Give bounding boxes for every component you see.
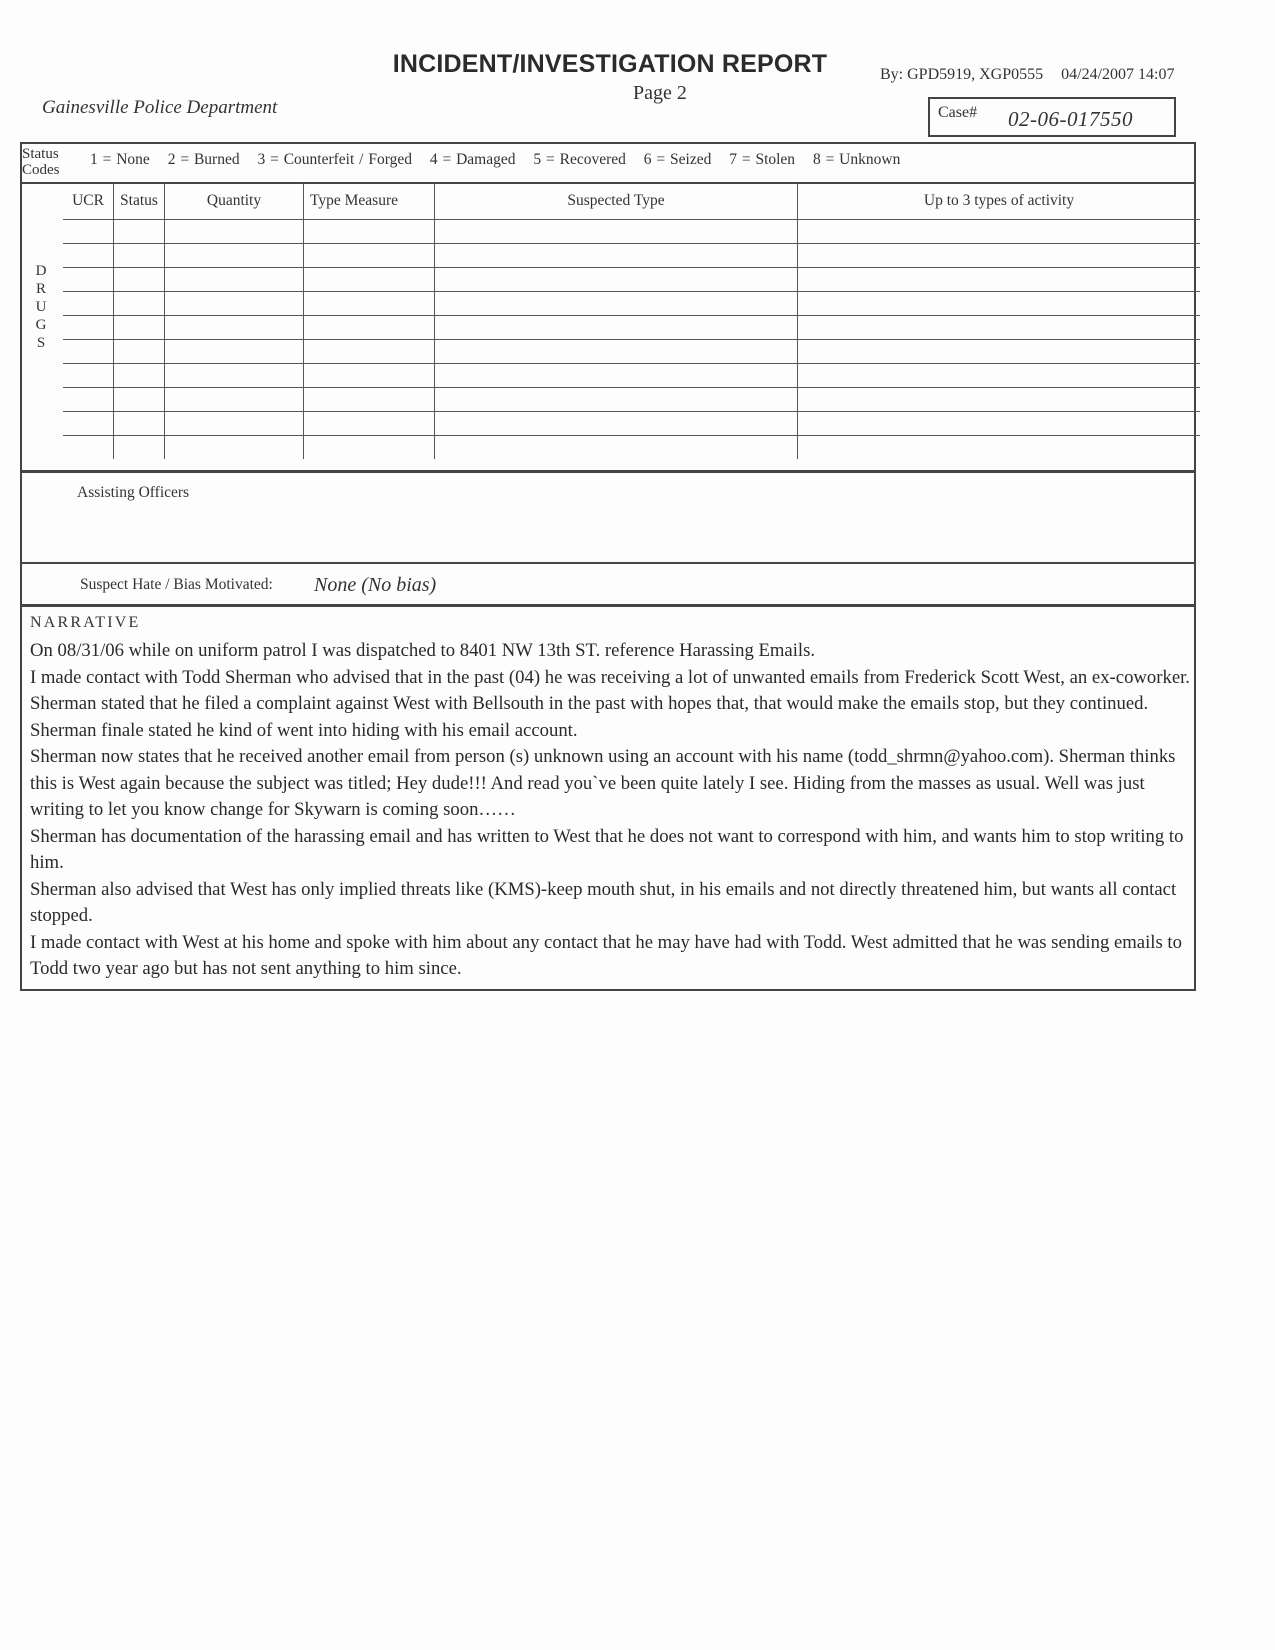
drugs-cell [63, 364, 114, 388]
col-ucr: UCR [63, 183, 114, 220]
drugs-row [63, 244, 1200, 268]
drugs-cell [304, 436, 435, 460]
drugs-cell [165, 436, 304, 460]
drugs-letter: G [35, 317, 47, 333]
col-suspected-type: Suspected Type [435, 183, 798, 220]
drugs-cell [435, 340, 798, 364]
drugs-row [63, 340, 1200, 364]
drugs-cell [165, 268, 304, 292]
drugs-side-label [34, 262, 48, 352]
narrative-label: NARRATIVE [30, 614, 141, 631]
drugs-cell [798, 436, 1201, 460]
narrative-paragraph: I made contact with Todd Sherman who advised that in the past (04) he was receiving a lot of unwanted emails from Frederick Scott West, an ex-coworker. Sherman stated that he filed a complaint against West with Bellsouth in the past with hopes that, that would make the emails stop, but they continued. Sherman finale stated he kind of went into hiding with his email account. [30, 666, 1190, 741]
report-author-line [880, 66, 1174, 84]
drugs-cell [304, 244, 435, 268]
drugs-cell [165, 364, 304, 388]
narrative-paragraph: On 08/31/06 while on uniform patrol I was dispatched to 8401 NW 13th ST. reference Harassing Emails. [30, 640, 816, 661]
drugs-cell [304, 388, 435, 412]
drugs-cell [114, 436, 165, 460]
page-number: Page 2 [633, 82, 687, 104]
report-datetime: 04/24/2007 14:07 [1061, 66, 1175, 83]
narrative-body [30, 638, 1192, 983]
status-code: 8 = Unknown [812, 151, 901, 168]
narrative-paragraph: Sherman has documentation of the harassing email and has written to West that he does not want to correspond with him, and wants him to stop writing to him. [30, 825, 1184, 873]
department-name: Gainesville Police Department [42, 97, 278, 118]
drugs-cell [63, 340, 114, 364]
status-code: 6 = Seized [643, 151, 712, 168]
assisting-officers-section [20, 472, 1196, 564]
status-code: 7 = Stolen [729, 151, 796, 168]
drugs-row [63, 364, 1200, 388]
drugs-cell [435, 364, 798, 388]
drugs-cell [114, 364, 165, 388]
col-quantity: Quantity [165, 183, 304, 220]
case-label: Case# [938, 104, 978, 121]
drugs-letter: S [36, 335, 46, 351]
col-type-measure: Type Measure [304, 183, 435, 220]
drugs-cell [63, 436, 114, 460]
drugs-cell [114, 292, 165, 316]
drugs-row [63, 412, 1200, 436]
status-code: 4 = Damaged [429, 151, 516, 168]
drugs-cell [304, 220, 435, 244]
drugs-row [63, 388, 1200, 412]
drugs-letter: D [35, 263, 47, 279]
drugs-cell [114, 316, 165, 340]
drugs-cell [798, 220, 1201, 244]
drugs-cell [304, 340, 435, 364]
drugs-cell [304, 364, 435, 388]
author-ids: By: GPD5919, XGP0555 [880, 66, 1044, 83]
bias-label: Suspect Hate / Bias Motivated: [80, 576, 273, 593]
status-codes-label [22, 146, 60, 178]
narrative-paragraph: Sherman also advised that West has only implied threats like (KMS)-keep mouth shut, in his emails and not directly threatened him, but wants all contact stopped. [30, 878, 1177, 926]
drugs-cell [63, 220, 114, 244]
drugs-row [63, 220, 1200, 244]
status-code: 2 = Burned [167, 151, 240, 168]
drugs-cell [114, 244, 165, 268]
drugs-cell [304, 268, 435, 292]
drugs-row [63, 436, 1200, 460]
drugs-cell [63, 268, 114, 292]
narrative-paragraph: I made contact with West at his home and spoke with him about any contact that he may have had with Todd. West admitted that he was sending emails to Todd two year ago but has not sent anything to him since. [30, 931, 1182, 979]
drugs-cell [798, 316, 1201, 340]
drugs-cell [435, 292, 798, 316]
drugs-cell [304, 292, 435, 316]
drugs-cell [63, 388, 114, 412]
status-label: Status [22, 146, 59, 162]
drugs-cell [165, 220, 304, 244]
drugs-cell [435, 268, 798, 292]
status-code: 5 = Recovered [533, 151, 626, 168]
drugs-table [63, 183, 1200, 459]
drugs-row [63, 268, 1200, 292]
drugs-cell [798, 268, 1201, 292]
assisting-officers-label: Assisting Officers [77, 484, 190, 501]
drugs-cell [435, 220, 798, 244]
drugs-cell [798, 244, 1201, 268]
drugs-row [63, 292, 1200, 316]
drugs-cell [165, 316, 304, 340]
drugs-cell [798, 388, 1201, 412]
drugs-cell [798, 412, 1201, 436]
drugs-cell [435, 388, 798, 412]
drugs-cell [63, 244, 114, 268]
drugs-cell [798, 340, 1201, 364]
col-activity: Up to 3 types of activity [798, 183, 1201, 220]
drugs-cell [63, 316, 114, 340]
drugs-cell [114, 388, 165, 412]
report-title: INCIDENT/INVESTIGATION REPORT [392, 50, 828, 78]
bias-value: None (No bias) [314, 574, 437, 596]
drugs-row [63, 316, 1200, 340]
drugs-cell [304, 412, 435, 436]
drugs-cell [114, 412, 165, 436]
drugs-cell [165, 412, 304, 436]
drugs-cell [435, 412, 798, 436]
drugs-cell [114, 268, 165, 292]
drugs-cell [63, 412, 114, 436]
codes-label: Codes [22, 162, 60, 178]
drugs-letter: R [35, 281, 46, 297]
drugs-cell [114, 340, 165, 364]
narrative-paragraph: Sherman now states that he received another email from person (s) unknown using an account with his name (todd_shrmn@yahoo.com). Sherman thinks this is West again because the subject was titled; Hey dude!!! And read you`ve been quite lately I see. Hiding from the masses as usual. Well was just writing to let you know change for Skywarn is coming soon…… [30, 746, 1176, 820]
status-code: 1 = None [90, 151, 150, 168]
drugs-cell [304, 316, 435, 340]
drugs-cell [165, 244, 304, 268]
drugs-cell [435, 244, 798, 268]
drugs-cell [798, 292, 1201, 316]
drugs-letter: U [35, 299, 47, 315]
drugs-cell [63, 292, 114, 316]
drugs-cell [435, 436, 798, 460]
drugs-cell [165, 292, 304, 316]
case-number: 02-06-017550 [1008, 107, 1133, 131]
status-code: 3 = Counterfeit / Forged [257, 151, 412, 168]
drugs-cell [165, 340, 304, 364]
status-codes-list [90, 151, 913, 169]
drugs-cell [798, 364, 1201, 388]
drugs-cell [435, 316, 798, 340]
drugs-cell [165, 388, 304, 412]
col-status: Status [114, 183, 165, 220]
drugs-cell [114, 220, 165, 244]
